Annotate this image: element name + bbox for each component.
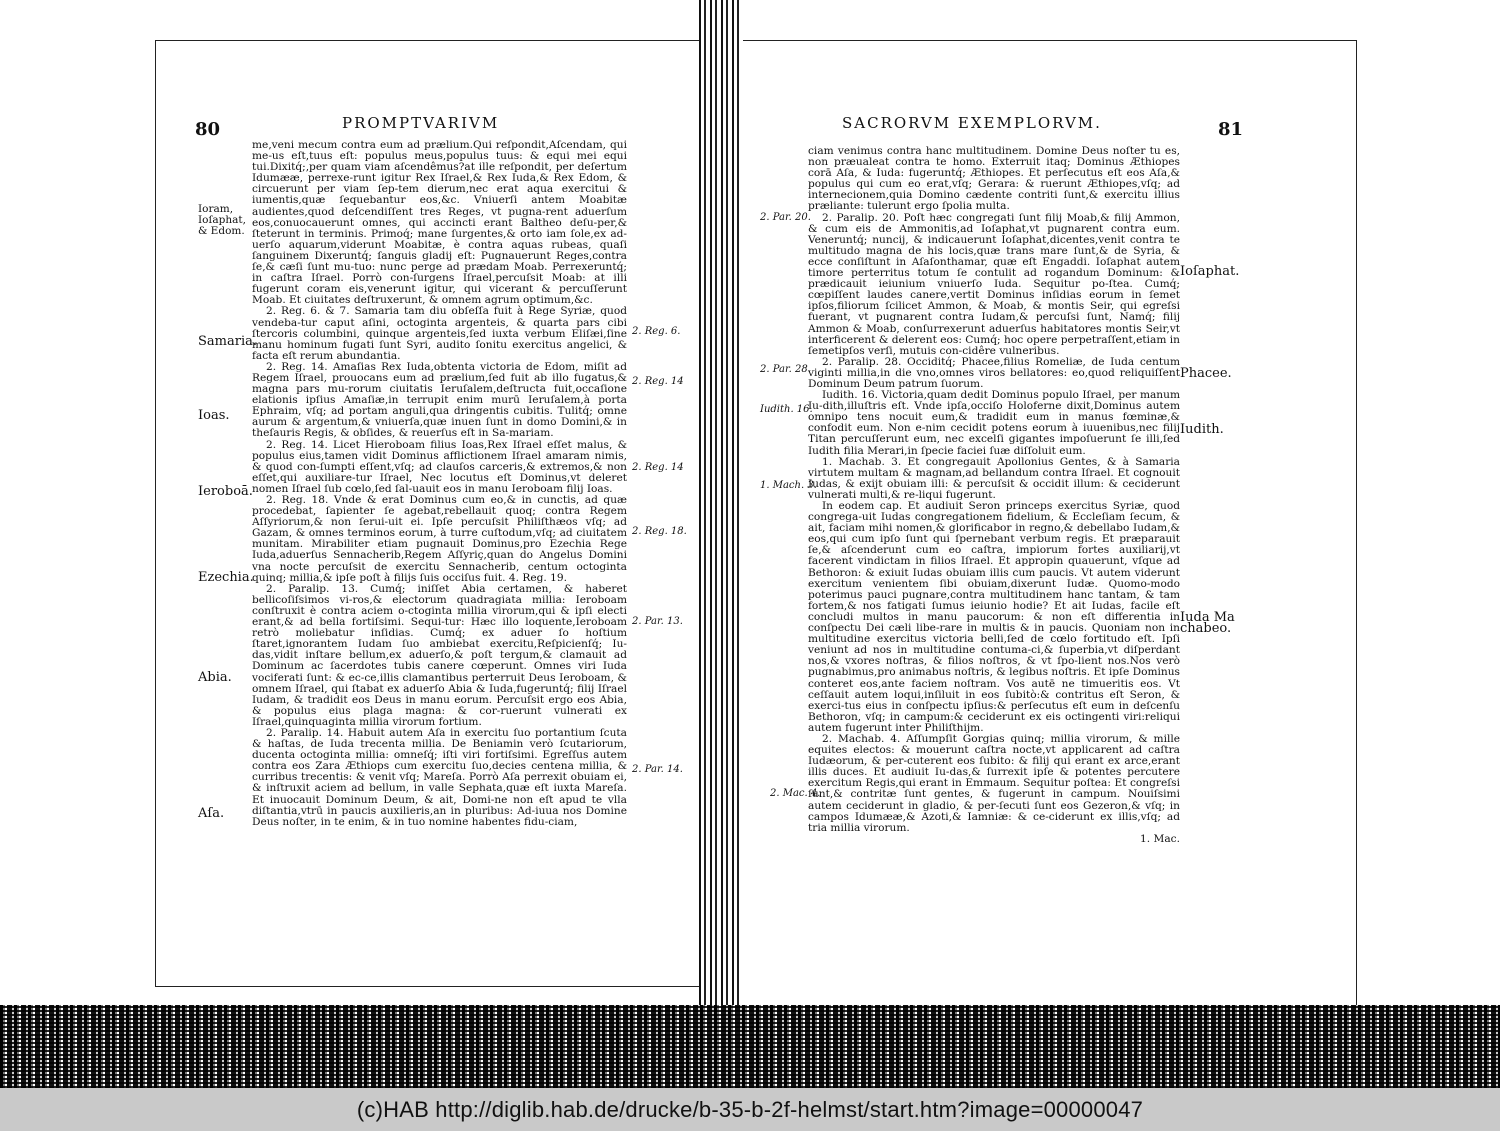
left-ref-2-reg-14b: 2. Reg. 14 xyxy=(632,462,684,473)
right-ref-2-par-28: 2. Par. 28. xyxy=(760,364,811,375)
left-margin-note-ioram: Ioram, Ioſaphat, & Edom. xyxy=(198,203,246,238)
right-paragraph: 1. Machab. 3. Et congregauit Apollonius Gentes, & à Samaria virtutem multam & magnam,ad bellandum contra Iſrael. Et cognouit Iudas, & exijt obuiam illi: & percuſsit & occidit illum: & ceciderunt vulnerati multi,& re-liqui fugerunt. xyxy=(808,455,1180,501)
left-margin-note-ioas: Ioas. xyxy=(198,408,230,423)
right-paragraph: 2. Machab. 4. Aſſumpſit Gorgias quinq; millia virorum, & mille equites electos: & mouerunt caſtra nocte,vt applicarent ad caſtra Iudæorum, & per-cuterent eos ſubito: & filij qui erant ex arce,erant illis duces. Et audiuit Iu-das,& ſurrexit ipſe & potentes percutere exercitum Regis,qui erant in Emmaum. Sequitur poſtea: Et congreſsi ſunt,& contritæ ſunt gentes, & fugerunt in campum. Nouiſsimi autem ceciderunt in gladio, & per-ſecuti ſunt eos Gezeron,& vſq; in campos Idumææ,& Azoti,& Iamniæ: & ce-ciderunt ex illis,vſq; ad tria millia virorum. xyxy=(808,732,1180,834)
right-ref-iudith-16: Iudith. 16. xyxy=(760,404,813,415)
left-paragraph: 2. Reg. 14. Amaſias Rex Iuda,obtenta victoria de Edom, miſit ad Regem Iſrael, prouocans eum ad prælium,ſed fuit ab illo fugatus,& magna pars mu-rorum ciuitatis Ieruſalem,deſtructa fuit,occaſione elationis ipſius Amaſiæ,in terrupit enim murū Ieruſalem,à porta Ephraim, vſq; ad portam anguli,qua dringentis cubitis. Tulitq́; omne aurum & argentum,& vniuerſa,quæ inuen ſunt in domo Domini,& in theſauris Regis, & obſides, & reuerſus eſt in Sa-mariam. xyxy=(252,360,627,440)
right-paragraph: ciam venimus contra hanc multitudinem. Domine Deus noſter tu es, non præualeat contra te homo. Exterruit itaq; Dominus Æthiopes corā Aſa, & Iuda: fugeruntq́; Æthiopes. Et perſecutus eſt eos Aſa,& populus qui cum eo erat,vſq; Gerara: & ruerunt Æthiopes,vſq; ad internecionem,quia Domino cædente contriti ſunt,& exercitu illius præliante: tulerunt ergo ſpolia multa. xyxy=(808,145,1180,213)
left-paragraph: 2. Reg. 6. & 7. Samaria tam diu obſeſſa fuit à Rege Syriæ, quod vendeba-tur caput aſini, octoginta argenteis, & quarta pars cibi ſtercoris columbini, quinque argenteis,ſed iuxta verbum Eliſæi,ſine manu hominum fugati ſunt Syri, audito ſonitu exercitus angelici, & facta eſt rerum abundantia. xyxy=(252,305,627,362)
left-paragraph: 2. Reg. 18. Vnde & erat Dominus cum eo,& in cunctis, ad quæ procedebat, ſapienter ſe agebat,rebellauit quoq; contra Regem Aſſyriorum,& non ſerui-uit ei. Ipſe percuſsit Philiſthæos vſq; ad Gazam, & omnes terminos eorum, à turre cuſtodum,vſq; ad ciuitatem munitam. Mirabiliter etiam pugnauit Dominus,pro Ezechia Rege Iuda,aduerſus Sennacherib,Regem Aſſyriç,quan do Angelus Domini vna nocte percuſsit de exercitu Sennacherib, centum octoginta quinq; millia,& ipſe poſt à filijs ſuis occiſus fuit. 4. Reg. 19. xyxy=(252,494,627,584)
left-ref-2-par-14: 2. Par. 14. xyxy=(632,764,683,775)
left-ref-2-reg-14a: 2. Reg. 14 xyxy=(632,376,684,387)
left-paragraph: 2. Paralip. 14. Habuit autem Aſa in exercitu ſuo portantium ſcuta & haſtas, de Iuda trecenta millia. De Beniamin verò ſcutariorum, ducenta octoginta millia: omneſq́; iſti viri fortiſsimi. Egreſſus autem contra eos Zara Æthiops cum exercitu ſuo,decies centena millia, & curribus trecentis: & venit vſq; Mareſa. Porrò Aſa perrexit obuiam ei, & inſtruxit aciem ad bellum, in valle Sephata,quæ eſt iuxta Mareſa. Et inuocauit Dominum Deum, & ait, Domi-ne non eſt apud te vlla diſtantia,vtrū in paucis auxilieris,an in pluribus: Ad-iuua nos Domine Deus noſter, in te enim, & in tuo nomine habentes fidu-ciam, xyxy=(252,726,627,828)
left-folio: 80 xyxy=(195,119,221,140)
left-paragraph: 2. Reg. 14. Licet Hieroboam filius Ioas,Rex Iſrael eſſet malus, & populus eius,tamen vidit Dominus afflictionem Iſrael amaram nimis, & quod con-ſumpti eſſent,vſq; ad clauſos carceris,& extremos,& non eſſet,qui auxiliare-tur Iſrael, Nec locutus eſt Dominus,vt deleret nomen Iſrael ſub cœlo,ſed ſal-uauit eos in manu Ieroboam filij Ioas. xyxy=(252,438,627,495)
right-ref-1-mach-3: 1. Mach. 3. xyxy=(760,480,817,491)
right-margin-note-iuda-machabeo: Iuda Ma chabeo. xyxy=(1180,610,1235,637)
right-ref-2-mac-4: 2. Mac. 4. xyxy=(770,788,821,799)
left-margin-note-asa: Aſa. xyxy=(198,806,225,821)
right-margin-note-iudith: Iudith. xyxy=(1180,422,1224,437)
right-paragraph: 2. Paralip. 20. Poſt hæc congregati ſunt filij Moab,& filij Ammon, & cum eis de Ammonitis,ad Ioſaphat,vt pugnarent contra eum. Veneruntq́; nuncij, & indicauerunt Ioſaphat,dicentes,venit contra te multitudo magna de his locis,quæ trans mare ſunt,& de Syria, & ecce conſiſtunt in Aſaſonthamar, quæ eſt Engaddi. Ioſaphat autem timore perterritus totum ſe contulit ad rogandum Dominum: & prædicauit ieiunium vniuerſo Iuda. Sequitur po-ſtea. Cumq́; cœpiſſent laudes canere,vertit Dominus inſidias eorum in ſemet ipſos,filiorum ſcilicet Ammon, & Moab, & montis Seir, qui egreſsi fuerant, vt pugnarent contra Iudam,& percuſsi ſunt, Namq́; filij Ammon & Moab, conſurrexerunt aduerſus habitatores montis Seir,vt interficerent & delerent eos: Cumq́; hoc opere perpetraſſent,etiam in ſemetipſos verſi, mutuis con-cidêre vulneribus. xyxy=(808,211,1180,357)
left-ref-2-par-13: 2. Par. 13. xyxy=(632,616,683,627)
left-text-column xyxy=(252,140,627,828)
right-running-head: SACRORVM EXEMPLORVM. xyxy=(842,114,1102,132)
right-margin-note-phacee: Phacee. xyxy=(1180,366,1232,381)
left-margin-note-ezechia: Ezechia. xyxy=(198,570,254,585)
left-margin-note-abia: Abia. xyxy=(198,670,232,685)
source-footer: (c)HAB http://diglib.hab.de/drucke/b-35-b-2f-helmst/start.htm?image=00000047 xyxy=(0,1088,1500,1131)
right-paragraph: 2. Paralip. 28. Occiditq́; Phacee,filius Romeliæ, de Iuda centum viginti millia,in die vno,omnes viros bellatores: eo,quod reliquiſſent Dominum Deum patrum ſuorum. xyxy=(808,355,1180,390)
right-catchword: 1. Mac. xyxy=(1140,832,1180,845)
left-margin-note-ieroboa: Ieroboā. xyxy=(198,484,253,499)
right-folio: 81 xyxy=(1218,119,1244,140)
left-ref-2-reg-18: 2. Reg. 18. xyxy=(632,526,687,537)
right-margin-note-iosaphat: Ioſaphat. xyxy=(1180,264,1240,279)
scan-bottom-noise xyxy=(0,1005,1500,1088)
left-paragraph: me,veni mecum contra eum ad prælium.Qui reſpondit,Aſcendam, qui me-us eſt,tuus eſt: populus meus,populus tuus: & equi mei equi tui.Dixitq́;,per quam viam aſcendêmus?at ille reſpondit, per deſertum Idumææ, perrexe-runt igitur Rex Iſrael,& Rex Iuda,& Rex Edom, & circuerunt per viam ſep-tem dierum,nec erat aqua exercitui & iumentis,quæ ſequebantur eos,&c. Vniuerſi antem Moabitæ audientes,quod deſcendiſſent tres Reges, vt pugna-rent aduerſum eos,conuocauerunt omnes, qui accincti erant Baltheo deſu-per,& ſteterunt in terminis. Primoq́; mane ſurgentes,& orto iam ſole,ex ad-uerſo aquarum,viderunt Moabitæ, è contra aquas rubeas, quaſi ſanguinem Dixeruntq́; ſanguis gladij eſt: Pugnauerunt Reges,contra ſe,& cæſi ſunt mu-tuo: nunc perge ad prædam Moab. Perrexeruntq́; in caſtra Iſrael. Porrò con-ſurgens Iſrael,percuſsit Moab: at illi fugerunt coram eis,venerunt igitur, qui vicerant & percuſſerunt Moab. Et ciuitates deſtruxerunt, & omnem agrum optimum,&c. xyxy=(252,139,627,307)
left-ref-2-reg-6: 2. Reg. 6. xyxy=(632,326,681,337)
right-ref-2-par-20: 2. Par. 20. xyxy=(760,212,811,223)
left-paragraph: 2. Paralip. 13. Cumq́; iniſſet Abia certamen, & haberet bellicoſiſsimos vi-ros,& electorum quadragiata millia: Ieroboam conſtruxit è contra aciem o-ctoginta millia virorum,qui & ipſi electi erant,& ad bella fortiſsimi. Sequi-tur: Hæc illo loquente,Ieroboam retrò moliebatur inſidias. Cumq́; ex aduer ſo hoſtium ſtaret,ignorantem Iudam ſuo ambiebat exercitu,Reſpicienſq́; Iu-das,vidit inſtare bellum,ex aduerſo,& poſt tergum,& clamauit ad Dominum ac ſacerdotes tubis canere cœperunt. Omnes viri Iuda vociferati ſunt: & ec-ce,illis clamantibus perterruit Deus Ieroboam, & omnem Iſrael, qui ſtabat ex aduerſo Abia & Iuda,fugeruntq́; filij Iſrael Iudam, & tradidit eos Deus in manu eorum. Percuſsit ergo eos Abia, & populus eius plaga magna: & cor-ruerunt vulnerati ex Iſrael,quinquaginta millia virorum fortium. xyxy=(252,582,627,728)
right-text-column xyxy=(808,146,1180,845)
left-running-head: PROMPTVARIVM xyxy=(342,114,500,132)
right-paragraph: In eodem cap. Et audiuit Seron princeps exercitus Syriæ, quod congrega-uit Iudas congregationem fidelium, & Eccleſiam ſecum, & ait, faciam mihi nomen,& glorificabor in regno,& debellabo Iudam,& eos,qui cum ipſo ſunt qui ſpernebant verbum regis. Et præparauit ſe,& aſcenderunt cum eo caſtra, impiorum fortes auxiliarij,vt facerent vindictam in filios Iſrael. Et appropin quauerunt, vſque ad Bethoron: & exiuit Iudas obuiam illis cum paucis. Vt autem viderunt exercitum venientem ſibi obuiam,dixerunt Iudæ. Quomo-modo poterimus pauci pugnare,contra multitudinem hanc tantam, & tam fortem,& nos fatigati ſumus ieiunio hodie? Et ait Iudas, facile eſt concludi multos in manu paucorum: & non eſt differentia in conſpectu Dei cæli libe-rare in multis & in paucis. Quoniam non in multitudine exercitus victoria belli,ſed de cœlo fortitudo eſt. Ipſi veniunt ad nos in multitudine contuma-ci,& ſuperbia,vt diſperdant nos,& vxores noſtras, & filios noſtros, & vt ſpo-lient nos.Nos verò pugnabimus,pro animabus noſtris, & legibus noſtris. Et ipſe Dominus conteret eos,ante faciem noſtram. Vos autē ne timueritis eos. Vt ceſſauit autem loqui,inſiluit in eos ſubitò:& contritus eſt Seron, & exerci-tus eius in conſpectu ipſius:& perſecutus eſt eum in deſcenſu Bethoron, vſq; in campum:& ceciderunt ex eis octingenti viri:reliqui autem fugerunt inter Philiſthijm. xyxy=(808,500,1180,734)
left-margin-note-samaria: Samaria. xyxy=(198,334,257,349)
book-gutter xyxy=(699,0,743,1040)
right-paragraph: Iudith. 16. Victoria,quam dedit Dominus populo Iſrael, per manum Iu-dith,illuſtris eſt. Vnde ipſa,occiſo Holoferne dixit,Dominus autem omnipo tens nocuit eum,& tradidit eum in manus fœminæ,& confodit eum. Non e-nim cecidit potens eorum à iuuenibus,nec filij Titan percuſſerunt eum, nec excelſi gigantes impoſuerunt ſe illi,ſed Iudith filia Merari,in ſpecie faciei ſuæ diſſoluit eum. xyxy=(808,389,1180,457)
